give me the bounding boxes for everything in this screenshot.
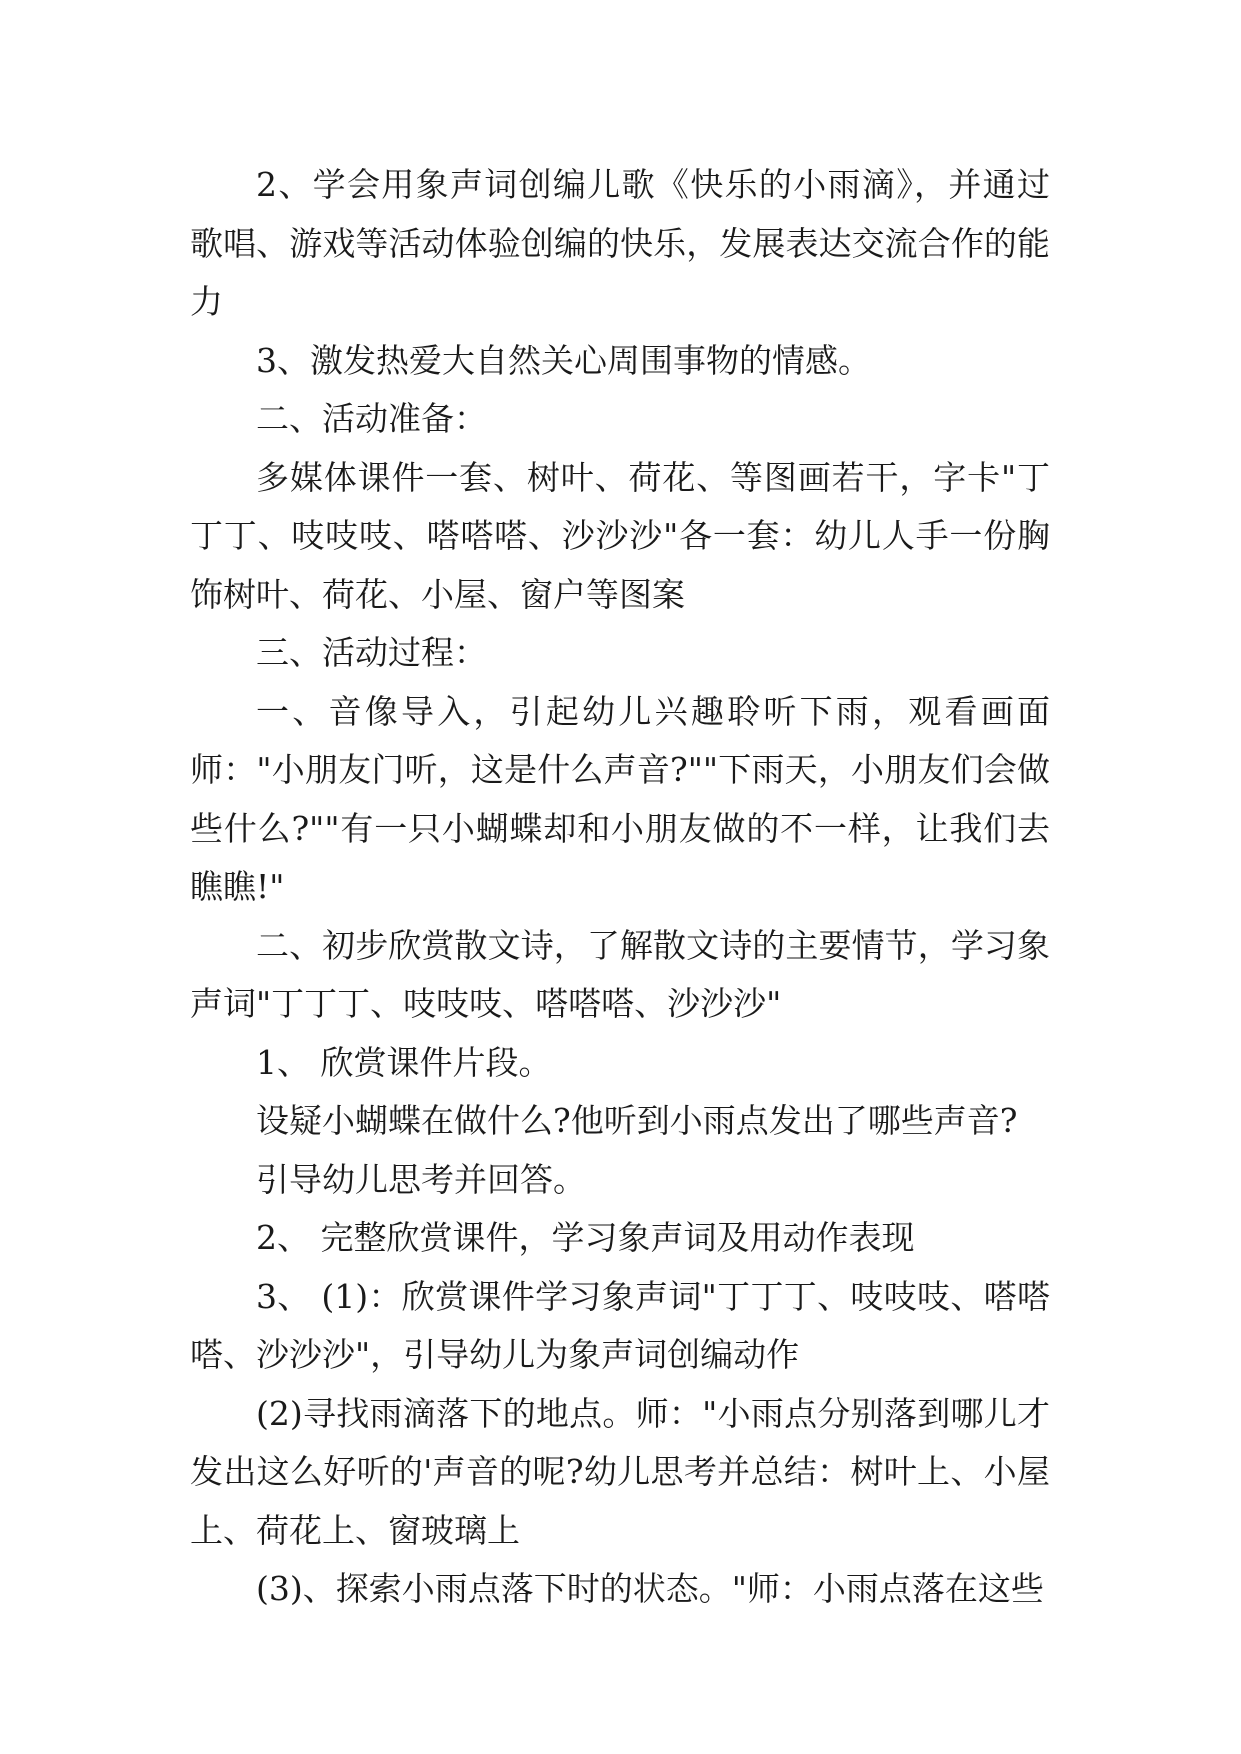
paragraph-guide: 引导幼儿思考并回答。 [256,1159,586,1199]
paragraph-preparation: 多媒体课件一套、树叶、荷花、等图画若干，字卡"丁丁丁、吱吱吱、嗒嗒嗒、沙沙沙"各一套：幼儿人手一份胸饰树叶、荷花、小屋、窗户等图案 [190,457,1050,614]
document-body [190,156,1050,1619]
paragraph-substep-1: 1、 欣赏课件片段。 [256,1042,552,1082]
paragraph-step-2: 二、初步欣赏散文诗，了解散文诗的主要情节，学习象声词"丁丁丁、吱吱吱、嗒嗒嗒、沙沙沙" [190,925,1050,1023]
paragraph-goal-2: 2、学会用象声词创编儿歌《快乐的小雨滴》，并通过歌唱、游戏等活动体验创编的快乐，发展表达交流合作的能力 [190,165,1050,321]
paragraph-substep-3-3: (3)、探索小雨点落下时的状态。"师：小雨点落在这些 [256,1569,1044,1608]
heading-preparation: 二、活动准备： [256,399,487,438]
heading-process: 三、活动过程： [256,633,487,672]
paragraph-goal-3: 3、激发热爱大自然关心周围事物的情感。 [256,340,871,380]
paragraph-step-1: 一、音像导入，引起幼儿兴趣聆听下雨，观看画面师："小朋友门听，这是什么声音?""下雨天，小朋友们会做些什么?""有一只小蝴蝶却和小朋友做的不一样，让我们去瞧瞧!" [190,691,1050,906]
paragraph-substep-3-2: (2)寻找雨滴落下的地点。师："小雨点分别落到哪儿才发出这么好听的'声音的呢?幼儿思考并总结：树叶上、小屋上、荷花上、窗玻璃上 [190,1393,1050,1550]
paragraph-question: 设疑小蝴蝶在做什么?他听到小雨点发出了哪些声音? [256,1101,1018,1140]
paragraph-substep-3: 3、 (1)：欣赏课件学习象声词"丁丁丁、吱吱吱、嗒嗒嗒、沙沙沙"，引导幼儿为象声词创编动作 [190,1276,1050,1374]
paragraph-substep-2: 2、 完整欣赏课件，学习象声词及用动作表现 [256,1218,915,1257]
